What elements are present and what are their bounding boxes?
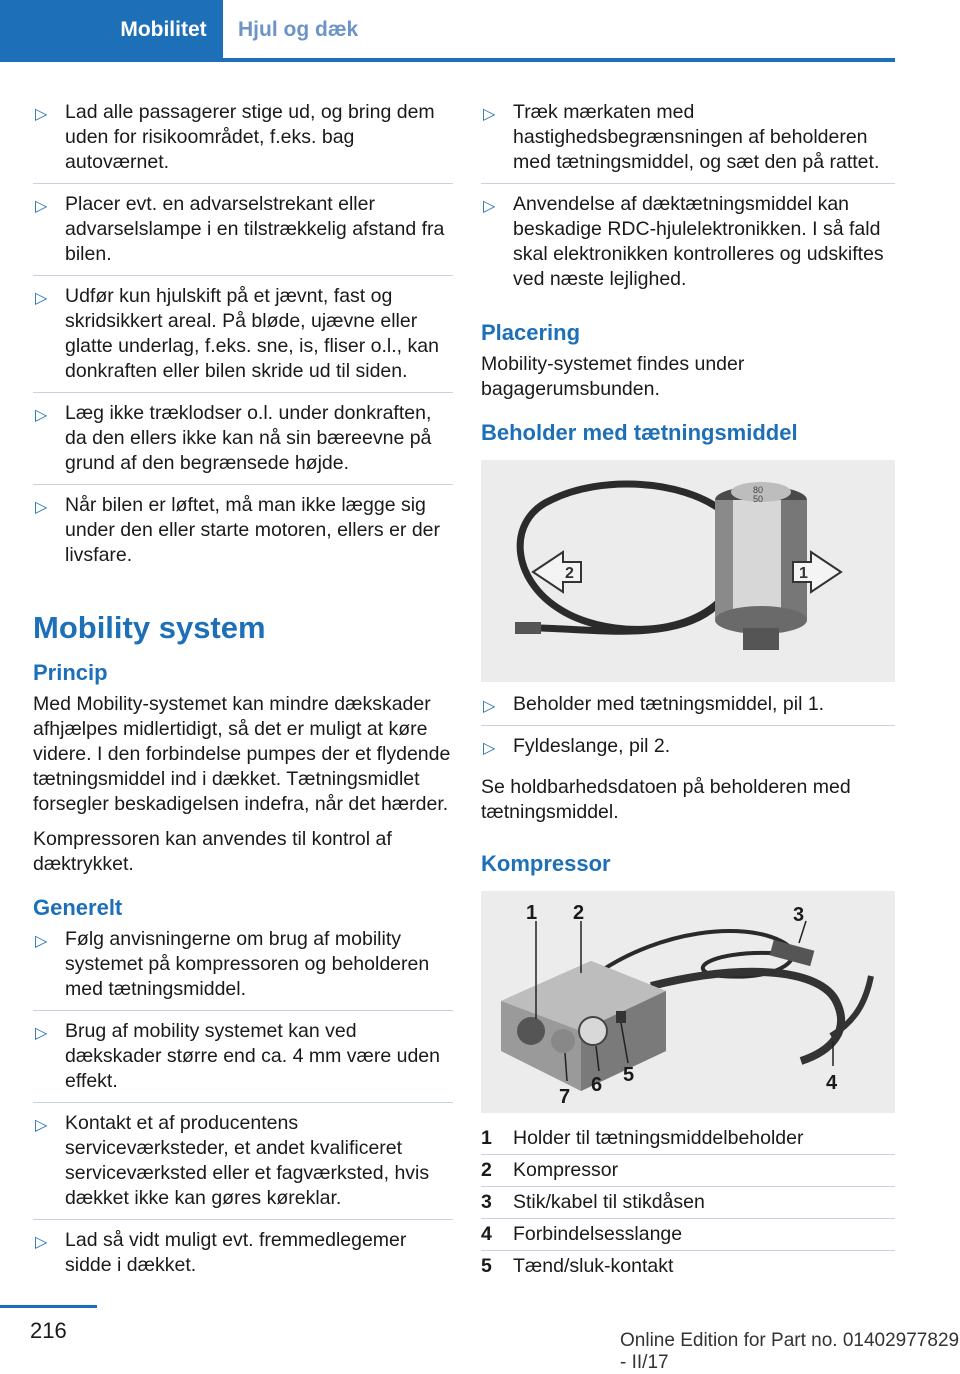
list-item: ▷ Anvendelse af dæktætningsmiddel kan beskadige RDC-hjulelektronikken. I så fald skal elektronikken kontrolleres og udskiftes ved næste lejlighed. bbox=[483, 193, 884, 290]
bullet-triangle-icon: ▷ bbox=[35, 1025, 48, 1042]
list-item: ▷ Brug af mobility systemet kan ved dækskader større end ca. 4 mm være uden effekt. bbox=[33, 1019, 453, 1103]
bullet-triangle-icon: ▷ bbox=[35, 106, 48, 123]
safety-list bbox=[33, 100, 453, 576]
rattet-list bbox=[481, 100, 895, 300]
placering-heading: Placering bbox=[481, 320, 581, 345]
princip-heading: Princip bbox=[33, 660, 108, 685]
tab-hjul-og-daek[interactable]: Hjul og dæk bbox=[238, 18, 359, 41]
bullet-triangle-icon: ▷ bbox=[35, 198, 48, 215]
cap-label-top: 80 bbox=[753, 485, 764, 495]
bullet-triangle-icon: ▷ bbox=[35, 1234, 48, 1251]
legend-row: 2 Kompressor bbox=[481, 1155, 895, 1187]
edition-note: Online Edition for Part no. 01402977829 - II/17 bbox=[620, 1330, 960, 1373]
kompressor-legend bbox=[481, 1123, 895, 1282]
list-item: ▷ Træk mærkaten med hastighedsbegrænsningen af beholderen med tætningsmiddel, og sæt den på rattet. bbox=[481, 100, 895, 184]
bullet-triangle-icon: ▷ bbox=[35, 499, 48, 516]
list-item: ▷ Lad så vidt muligt evt. fremmedlegemer sidde i dækket. bbox=[35, 1229, 407, 1276]
tab-mobilitet[interactable]: Mobilitet bbox=[0, 0, 223, 58]
list-item: ▷ Når bilen er løftet, må man ikke lægge sig under den eller starte motoren, ellers er der livsfare. bbox=[35, 494, 441, 566]
kompressor-text: Kompressoren kan anvendes til kontrol af dæktrykket. bbox=[33, 828, 392, 875]
cap-label-bottom: 50 bbox=[753, 494, 764, 504]
bullet-triangle-icon: ▷ bbox=[35, 1117, 48, 1134]
bullet-triangle-icon: ▷ bbox=[483, 106, 496, 123]
sealant-container-illustration bbox=[481, 460, 895, 682]
legend-row: 3 Stik/kabel til stikdåsen bbox=[481, 1187, 895, 1219]
list-item: ▷ Udfør kun hjulskift på et jævnt, fast og skridsikkert areal. På bløde, ujævne eller glatte underlag, f.eks. sne, is, fliser o.l., kan donkraften eller bilen skride ud til siden. bbox=[33, 284, 453, 393]
sealant-container-image bbox=[481, 460, 895, 682]
footer-rule bbox=[0, 1305, 97, 1308]
bullet-triangle-icon: ▷ bbox=[483, 198, 496, 215]
compressor-image bbox=[481, 891, 895, 1113]
legend-row: 5 Tænd/sluk-kontakt bbox=[481, 1255, 674, 1277]
bullet-triangle-icon: ▷ bbox=[483, 698, 496, 715]
bullet-triangle-icon: ▷ bbox=[35, 290, 48, 307]
list-item: ▷ Følg anvisningerne om brug af mobility systemet på kompressoren og beholderen med tætningsmiddel. bbox=[33, 927, 453, 1011]
list-item: ▷ Fyldeslange, pil 2. bbox=[481, 734, 895, 767]
generelt-heading: Generelt bbox=[33, 895, 123, 920]
callout-5: 5 bbox=[623, 1064, 635, 1086]
beholder-heading: Beholder med tætningsmiddel bbox=[481, 420, 798, 445]
kompressor-heading: Kompressor bbox=[481, 851, 611, 876]
page-number: 216 bbox=[30, 1318, 67, 1343]
legend-row: 4 Forbindelsesslange bbox=[481, 1219, 895, 1251]
bullet-triangle-icon: ▷ bbox=[35, 933, 48, 950]
section-title: Mobility system bbox=[33, 610, 266, 645]
bullet-triangle-icon: ▷ bbox=[35, 407, 48, 424]
arrow-2-label: 2 bbox=[565, 565, 574, 582]
callout-2: 2 bbox=[573, 902, 585, 924]
list-item: ▷ Placer evt. en advarselstrekant eller advarselslampe i en tilstrækkelig afstand fra bilen. bbox=[33, 192, 453, 276]
header-rule bbox=[0, 58, 895, 62]
list-item: ▷ Beholder med tætningsmiddel, pil 1. bbox=[481, 692, 895, 726]
callout-4: 4 bbox=[826, 1072, 838, 1094]
compressor-illustration bbox=[481, 891, 895, 1113]
callout-7: 7 bbox=[559, 1086, 571, 1108]
pressure-gauge-icon bbox=[579, 1017, 607, 1045]
list-item: ▷ Kontakt et af producentens serviceværksteder, et andet kvalificeret serviceværksted eller et fagværksted, hvis dækket ikke kan gøres køreklar. bbox=[33, 1111, 453, 1220]
legend-row: 1 Holder til tætningsmiddelbeholder bbox=[481, 1123, 895, 1155]
beholder-note: Se holdbarhedsdatoen på beholderen med tætningsmiddel. bbox=[481, 776, 851, 823]
generelt-list bbox=[33, 927, 453, 1286]
header-tabs bbox=[0, 0, 895, 62]
beholder-list bbox=[481, 692, 895, 767]
princip-text: Med Mobility-systemet kan mindre dækskader afhjælpes midlertidigt, så det er muligt at køre videre. I den forbindelse pumpes der et flydende tætningsmiddel ind i dækket. Tætningsmidlet forsegler beskadigelsen indefra, når det hærder. bbox=[33, 693, 451, 815]
list-item: ▷ Lad alle passagerer stige ud, og bring dem uden for risikoområdet, f.eks. bag autoværnet. bbox=[33, 100, 453, 184]
bullet-triangle-icon: ▷ bbox=[483, 740, 496, 757]
callout-6: 6 bbox=[591, 1074, 603, 1096]
right-column bbox=[481, 100, 895, 1282]
power-switch-icon bbox=[616, 1011, 626, 1023]
arrow-1-label: 1 bbox=[799, 565, 808, 582]
callout-3: 3 bbox=[793, 904, 805, 926]
left-column bbox=[33, 100, 453, 1294]
list-item: ▷ Læg ikke træklodser o.l. under donkraften, da den ellers ikke kan nå sin bæreevne på grund af den begrænsede højde. bbox=[33, 401, 453, 485]
callout-1: 1 bbox=[526, 902, 538, 924]
placering-text: Mobility-systemet findes under bagagerumsbunden. bbox=[481, 353, 745, 400]
